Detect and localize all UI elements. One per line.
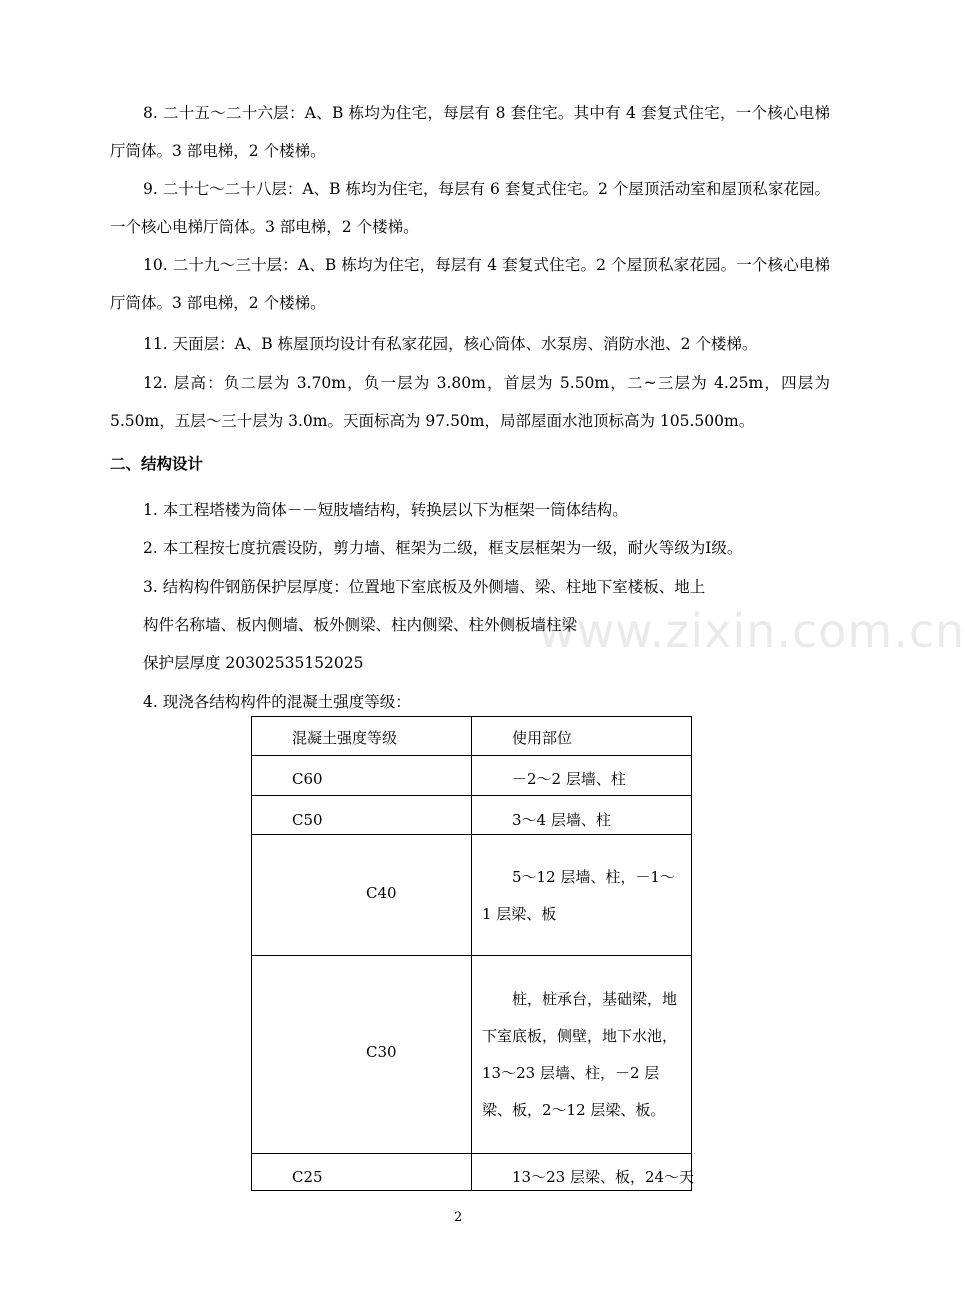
- section-heading: 二、结构设计: [110, 455, 204, 473]
- structure-item-1: 1. 本工程塔楼为筒体－－短肢墙结构，转换层以下为框架一筒体结构。: [143, 501, 628, 519]
- paragraph-8: 8. 二十五～二十六层：A、B 栋均为住宅，每层有 8 套住宅。其中有 4 套复式住宅，一个核心电梯厅筒体。3 部电梯，2 个楼梯。: [110, 104, 830, 160]
- table-row: [252, 956, 692, 1154]
- paragraph-12: 12. 层高：负二层为 3.70m，负一层为 3.80m，首层为 5.50m，二~三层为 4.25m，四层为 5.50m，五层～三十层为 3.0m。天面标高为 97.50m，局部屋面水池顶标高为 105.500m。: [110, 374, 830, 430]
- table-header-grade: 混凝土强度等级: [292, 729, 398, 747]
- grade-cell: C30: [366, 1043, 397, 1061]
- structure-item-3: 3. 结构构件钢筋保护层厚度：位置地下室底板及外侧墙、梁、柱地下室楼板、地上: [143, 578, 706, 596]
- concrete-grade-table: [251, 716, 695, 1191]
- page-number: 2: [454, 1210, 463, 1225]
- paragraph-9: 9. 二十七～二十八层：A、B 栋均为住宅，每层有 6 套复式住宅。2 个屋顶活动室和屋顶私家花园。一个核心电梯厅筒体。3 部电梯，2 个楼梯。: [110, 180, 830, 236]
- usage-cell: 3～4 层墙、柱: [512, 811, 611, 829]
- grade-cell: C40: [366, 884, 397, 902]
- table-row: [252, 756, 692, 796]
- structure-item-3-cover: 保护层厚度 20302535152025: [143, 654, 364, 672]
- usage-cell: 13～23 层梁、板，24～天: [512, 1168, 695, 1186]
- grade-cell: C25: [292, 1168, 323, 1186]
- table-header-usage: 使用部位: [512, 729, 573, 747]
- structure-item-2: 2. 本工程按七度抗震设防，剪力墙、框架为二级，框支层框架为一级，耐火等级为Ⅰ级。: [143, 539, 743, 557]
- table-row: [252, 796, 692, 835]
- table-row: [252, 835, 692, 956]
- grade-cell: C60: [292, 770, 323, 788]
- paragraph-10: 10. 二十九～三十层：A、B 栋均为住宅，每层有 4 套复式住宅。2 个屋顶私家花园。一个核心电梯厅筒体。3 部电梯，2 个楼梯。: [110, 256, 830, 312]
- grade-cell: C50: [292, 811, 323, 829]
- structure-item-3-members: 构件名称墙、板内侧墙、板外侧梁、柱内侧梁、柱外侧板墙柱梁: [143, 616, 578, 634]
- structure-item-4: 4. 现浇各结构构件的混凝土强度等级：: [143, 693, 411, 711]
- usage-cell: 桩，桩承台，基础梁，地下室底板，侧壁，地下水池，13～23 层墙、柱，－2 层梁、板，2～12 层梁、板。: [482, 990, 678, 1119]
- usage-cell: 5～12 层墙、柱，－1～1 层梁、板: [482, 868, 675, 923]
- paragraph-11: 11. 天面层：A、B 栋屋顶均设计有私家花园，核心筒体、水泵房、消防水池、2 个楼梯。: [143, 335, 758, 353]
- table-header-row: [252, 717, 692, 756]
- table-row: [252, 1154, 692, 1191]
- watermark: www.zixin.com.cn: [538, 604, 965, 658]
- usage-cell: －2～2 层墙、柱: [512, 770, 626, 788]
